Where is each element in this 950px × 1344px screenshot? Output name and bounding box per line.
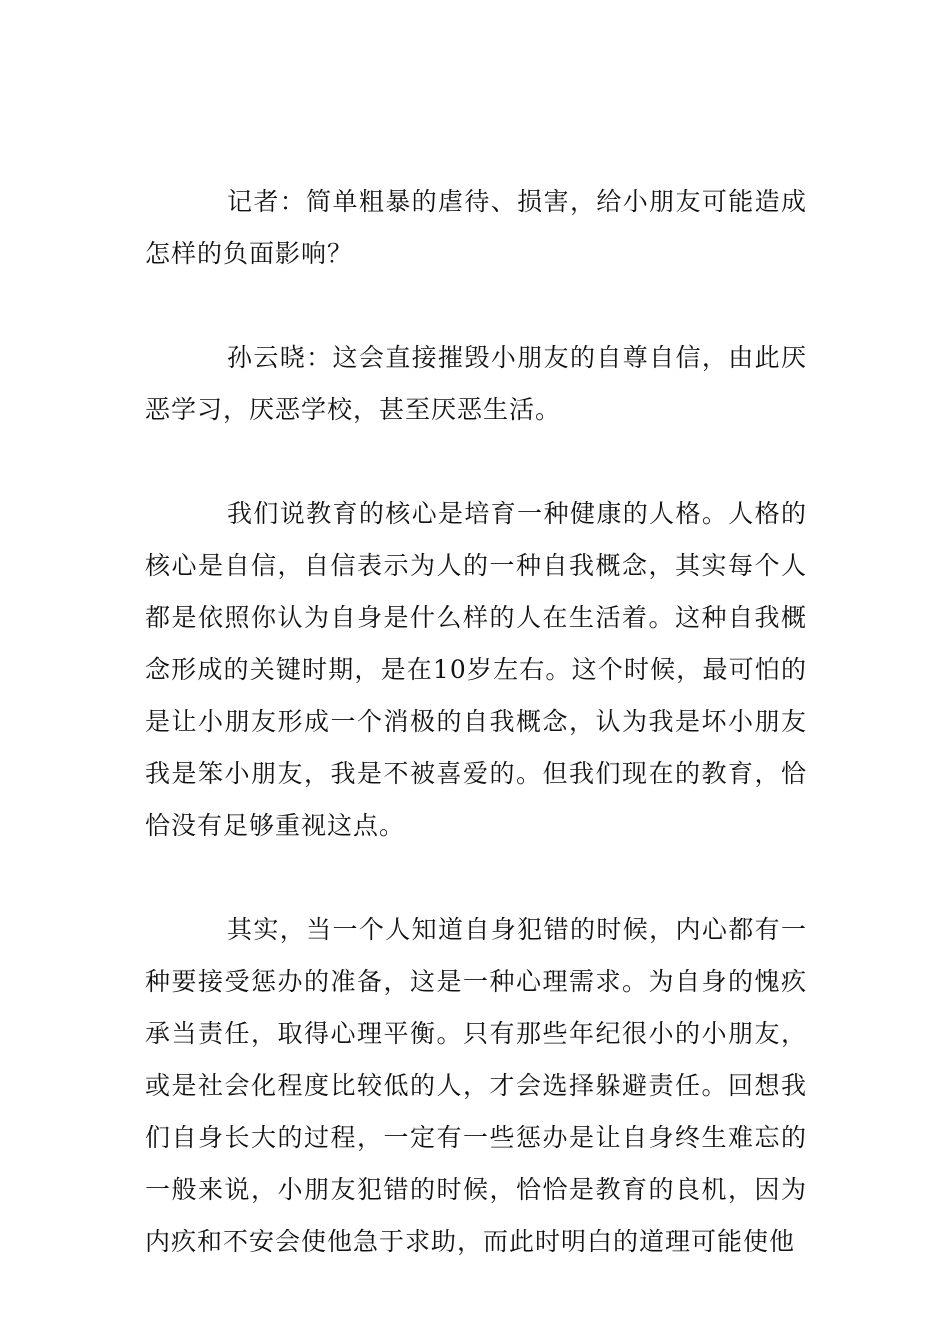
paragraph-education-core: 我们说教育的核心是培育一种健康的人格。人格的核心是自信，自信表示为人的一种自我概念，其实每个人都是依照你认为自身是什么样的人在生活着。这种自我概念形成的关键时期，是在10岁左右。这个时候，最可怕的是让小朋友形成一个消极的自我概念，认为我是坏小朋友我是笨小朋友，我是不被喜爱的。但我们现在的教育，恰恰没有足够重视这点。 xyxy=(145,499,807,840)
paragraph-sun-answer: 孙云晓：这会直接摧毁小朋友的自尊自信，由此厌恶学习，厌恶学校，甚至厌恶生活。 xyxy=(145,343,807,424)
document-body xyxy=(145,176,807,1268)
paragraph-punishment: 其实，当一个人知道自身犯错的时候，内心都有一种要接受惩办的准备，这是一种心理需求。为自身的愧疚承当责任，取得心理平衡。只有那些年纪很小的小朋友，或是社会化程度比较低的人，才会选择躲避责任。回想我们自身长大的过程，一定有一些惩办是让自身终生难忘的一般来说，小朋友犯错的时候，恰恰是教育的良机，因为内疚和不安会使他急于求助，而此时明白的道理可能使他 xyxy=(145,915,807,1256)
paragraph-gap xyxy=(145,436,807,488)
paragraph-gap xyxy=(145,280,807,332)
paragraph-reporter-question: 记者：简单粗暴的虐待、损害，给小朋友可能造成怎样的负面影响？ xyxy=(145,187,807,268)
paragraph-gap xyxy=(145,852,807,904)
